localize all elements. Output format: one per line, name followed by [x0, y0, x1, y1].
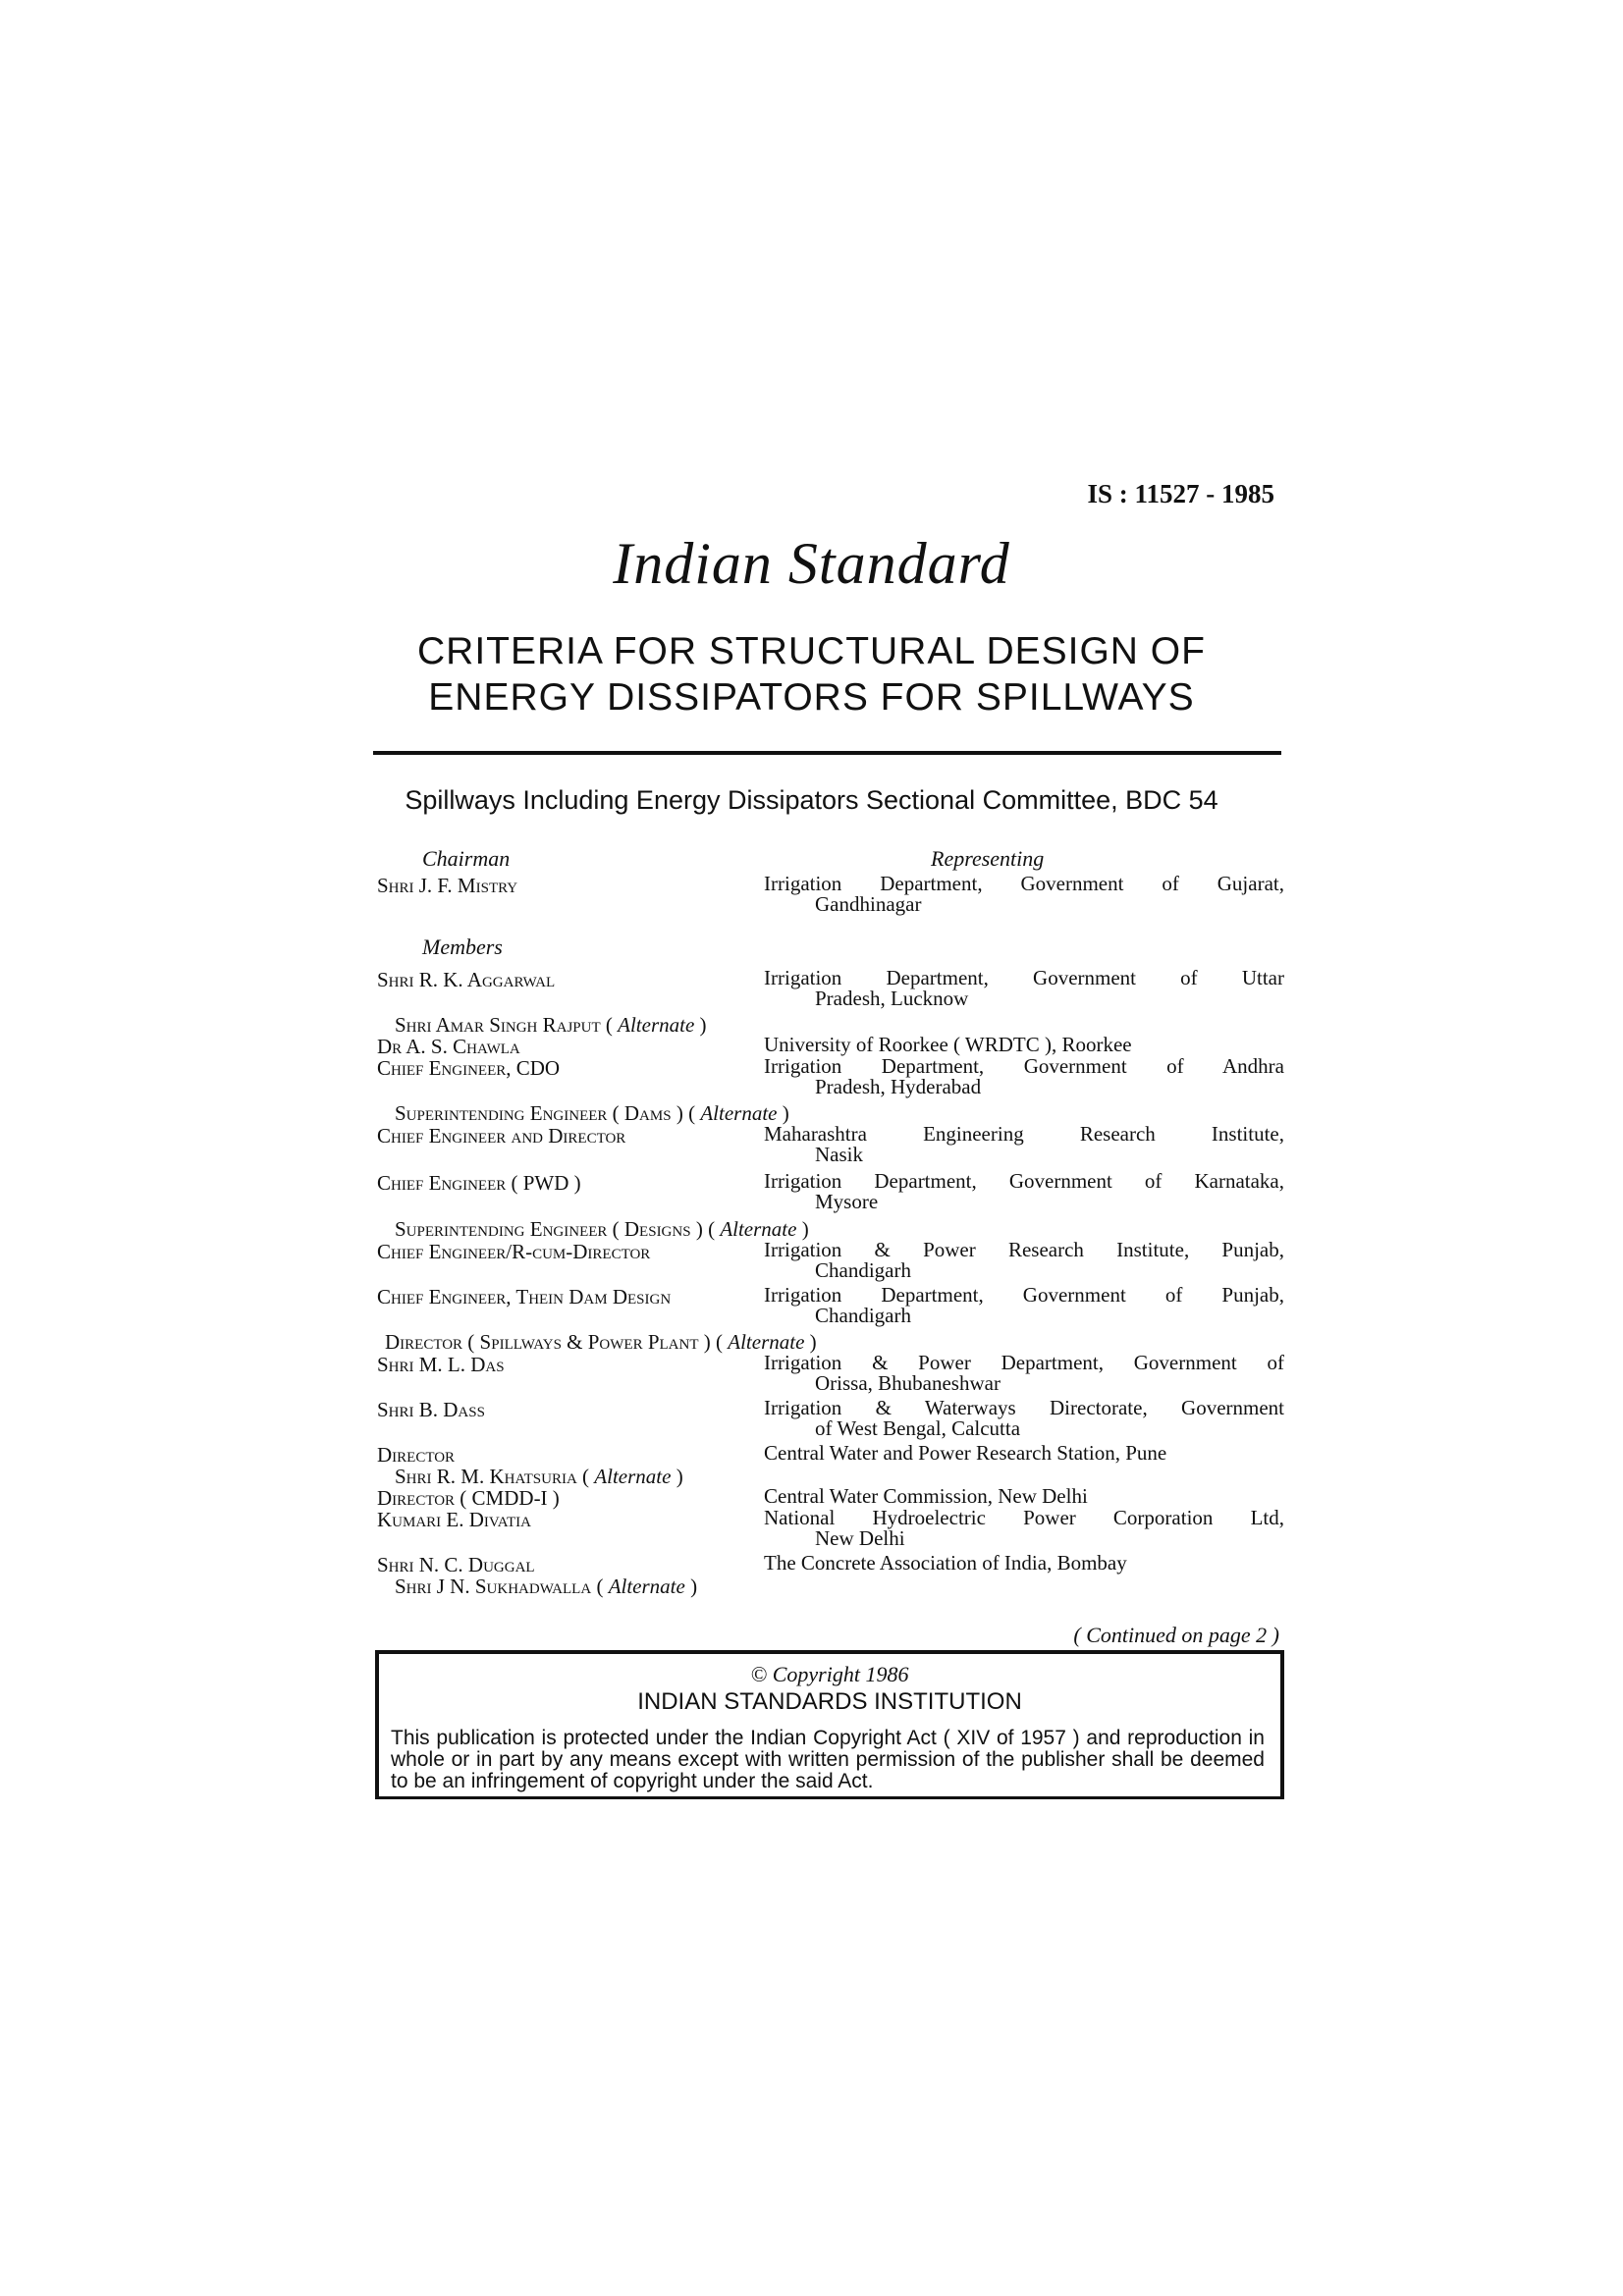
member-name: Shri M. L. Das: [377, 1353, 505, 1376]
copyright-text: © Copyright 1986: [750, 1662, 909, 1686]
alternate-entry: Superintending Engineer ( Designs ) ( Alternate ): [395, 1217, 809, 1241]
alternate-entry: Shri Amar Singh Rajput ( Alternate ): [395, 1013, 707, 1037]
standard-number: IS : 11527 - 1985: [1087, 479, 1274, 508]
alternate-entry: Director ( Spillways & Power Plant ) ( Alternate ): [385, 1330, 817, 1354]
rep-line-2: Chandigarh: [815, 1304, 911, 1327]
rep-line-1: Irrigation Department, Government of Karnataka,: [764, 1169, 1284, 1193]
member-name: Shri B. Dass: [377, 1398, 485, 1421]
rep-line-2: Chandigarh: [815, 1258, 911, 1282]
alternate-label: Alternate: [700, 1101, 778, 1125]
rep-line-1: The Concrete Association of India, Bombay: [764, 1551, 1127, 1575]
continued-note: ( Continued on page 2 ): [1073, 1623, 1279, 1647]
rep-line-2: Pradesh, Lucknow: [815, 987, 969, 1010]
member-representing: [764, 1056, 1284, 1097]
member-name: Shri R. K. Aggarwal: [377, 968, 556, 991]
member-name: Chief Engineer, CDO: [377, 1056, 561, 1080]
rep-line-2: New Delhi: [815, 1526, 905, 1550]
rep-line-1: Irrigation Department, Government of Punjab,: [764, 1283, 1284, 1307]
title-line-2: ENERGY DISSIPATORS FOR SPILLWAYS: [428, 676, 1195, 719]
rep-line-2: Gandhinagar: [815, 892, 922, 916]
copyright-notice: This publication is protected under the Indian Copyright Act ( XIV of 1957 ) and reproduction in whole or in part by any means except with written permission of the publisher shall be deemed to be an infringement of copyright under the said Act.: [391, 1727, 1265, 1792]
alternate-name: Shri J N. Sukhadwalla: [395, 1575, 592, 1598]
rep-line-1: Irrigation Department, Government of Andhra: [764, 1054, 1284, 1078]
rep-line-2: Nasik: [815, 1143, 863, 1166]
member-representing: [764, 1508, 1284, 1549]
member-representing: [764, 1171, 1284, 1212]
representing-heading: Representing: [931, 846, 1045, 871]
rep-line-1: Irrigation Department, Government of Gujarat,: [764, 872, 1284, 895]
member-representing: [764, 1285, 1284, 1326]
member-name: Chief Engineer and Director: [377, 1124, 626, 1148]
document-title: [0, 628, 1623, 721]
rep-line-1: Irrigation & Waterways Directorate, Government: [764, 1396, 1284, 1419]
member-representing: [764, 874, 1284, 915]
member-name: Kumari E. Divatia: [377, 1508, 531, 1531]
rep-line-1: National Hydroelectric Power Corporation Ltd,: [764, 1506, 1284, 1529]
members-heading: Members: [422, 934, 503, 959]
alternate-label: Alternate: [608, 1575, 685, 1598]
member-representing: [764, 1240, 1284, 1281]
rep-line-1: Irrigation & Power Research Institute, Punjab,: [764, 1238, 1284, 1261]
rep-line-1: Central Water Commission, New Delhi: [764, 1484, 1088, 1508]
alternate-name: Director ( Spillways & Power Plant ): [385, 1330, 711, 1354]
alternate-label: Alternate: [618, 1013, 695, 1037]
member-name: Chief Engineer, Thein Dam Design: [377, 1285, 672, 1308]
standard-kicker: Indian Standard: [613, 531, 1010, 596]
member-representing: [764, 1486, 1284, 1507]
chairman-heading: Chairman: [422, 846, 511, 871]
member-name: Chief Engineer/R-cum-Director: [377, 1240, 651, 1263]
member-name: Chief Engineer ( PWD ): [377, 1171, 581, 1195]
rep-line-1: Irrigation Department, Government of Uttar: [764, 966, 1284, 989]
rep-line-2: of West Bengal, Calcutta: [815, 1416, 1021, 1440]
member-representing: [764, 1398, 1284, 1439]
title-line-1: CRITERIA FOR STRUCTURAL DESIGN OF: [417, 630, 1206, 672]
title-rule: [373, 751, 1281, 755]
rep-line-2: Pradesh, Hyderabad: [815, 1075, 982, 1098]
rep-line-2: Orissa, Bhubaneshwar: [815, 1371, 1001, 1395]
rep-line-1: Irrigation & Power Department, Government of: [764, 1351, 1284, 1374]
committee-name: Spillways Including Energy Dissipators Sectional Committee, BDC 54: [405, 785, 1218, 815]
alternate-entry: Superintending Engineer ( Dams ) ( Alternate ): [395, 1101, 789, 1125]
member-representing: [764, 1124, 1284, 1165]
alternate-name: Shri R. M. Khatsuria: [395, 1465, 577, 1488]
member-name: Director: [377, 1443, 456, 1467]
member-name: Dr A. S. Chawla: [377, 1035, 520, 1058]
alternate-name: Superintending Engineer ( Designs ): [395, 1217, 703, 1241]
member-representing: [764, 1035, 1284, 1055]
box-bottom-rule: [375, 1796, 1284, 1799]
alternate-entry: Shri R. M. Khatsuria ( Alternate ): [395, 1465, 683, 1488]
copyright-line: [375, 1662, 1284, 1687]
member-representing: [764, 1353, 1284, 1394]
alternate-name: Shri Amar Singh Rajput: [395, 1013, 601, 1037]
rep-line-2: Mysore: [815, 1190, 879, 1213]
member-representing: [764, 968, 1284, 1009]
member-name: Shri N. C. Duggal: [377, 1553, 535, 1576]
alternate-entry: Shri J N. Sukhadwalla ( Alternate ): [395, 1575, 698, 1598]
member-representing: [764, 1553, 1284, 1574]
rep-line-1: Maharashtra Engineering Research Institute,: [764, 1122, 1284, 1146]
alternate-label: Alternate: [720, 1217, 797, 1241]
member-name: Shri J. F. Mistry: [377, 874, 518, 897]
member-name: Director ( CMDD-I ): [377, 1486, 560, 1510]
institution-name: INDIAN STANDARDS INSTITUTION: [637, 1688, 1022, 1715]
alternate-label: Alternate: [594, 1465, 672, 1488]
rep-line-1: Central Water and Power Research Station, Pune: [764, 1441, 1167, 1465]
member-representing: [764, 1443, 1284, 1464]
rep-line-1: University of Roorkee ( WRDTC ), Roorkee: [764, 1033, 1132, 1056]
alternate-name: Superintending Engineer ( Dams ): [395, 1101, 683, 1125]
alternate-label: Alternate: [728, 1330, 805, 1354]
